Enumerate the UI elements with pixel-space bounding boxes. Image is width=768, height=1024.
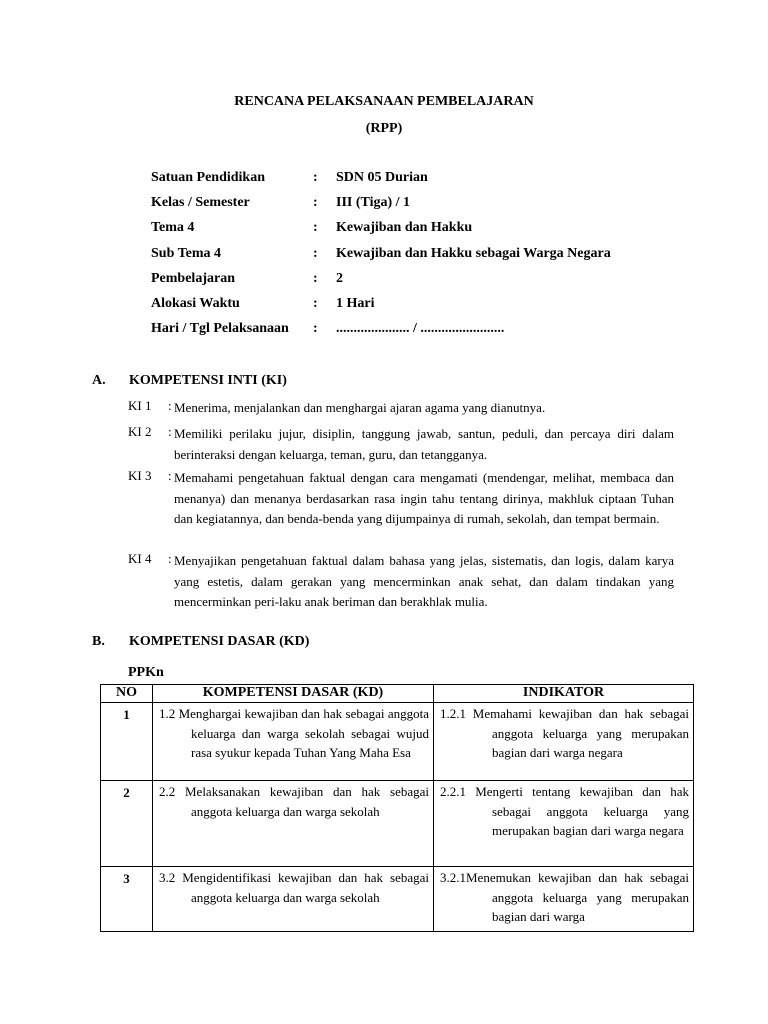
section-title: KOMPETENSI INTI (KI) — [129, 373, 287, 388]
identity-label: Alokasi Waktu — [151, 295, 240, 311]
ki-colon: : — [168, 398, 172, 413]
row-indikator — [434, 781, 694, 867]
indikator-text: 3.2.1Menemukan kewajiban dan hak sebagai anggota keluarga yang merupakan bagian dari warga — [440, 870, 689, 924]
ki-text: Menerima, menjalankan dan menghargai ajaran agama yang dianutnya. — [174, 400, 546, 415]
ki-code: KI 3 — [128, 468, 152, 483]
table-header-row — [101, 685, 694, 703]
subject-label: PPKn — [128, 665, 164, 680]
row-indikator — [434, 867, 694, 932]
ki-code: KI 2 — [128, 424, 152, 439]
ki-code: KI 4 — [128, 551, 152, 566]
identity-value: Kewajiban dan Hakku sebagai Warga Negara — [336, 245, 611, 261]
ki-colon: : — [168, 551, 172, 566]
section-letter: A. — [92, 373, 106, 388]
indikator-text: 1.2.1 Memahami kewajiban dan hak sebagai anggota keluarga yang merupakan bagian dari warga negara — [440, 706, 689, 760]
ki-item-2 — [128, 424, 674, 465]
table-row — [101, 867, 694, 932]
identity-colon: : — [313, 321, 318, 337]
row-number: 2 — [101, 781, 153, 867]
row-kd — [153, 781, 434, 867]
section-letter: B. — [92, 634, 105, 649]
identity-label: Pembelajaran — [151, 270, 235, 286]
document-subtitle: (RPP) — [365, 121, 403, 136]
ki-code: KI 1 — [128, 398, 152, 413]
identity-value: Kewajiban dan Hakku — [336, 220, 473, 236]
identity-colon: : — [313, 220, 318, 236]
identity-colon: : — [313, 245, 318, 261]
ki-item-4 — [128, 551, 674, 613]
ki-colon: : — [168, 424, 172, 439]
identity-colon: : — [313, 170, 318, 185]
header-indikator: INDIKATOR — [434, 685, 694, 703]
row-indikator — [434, 703, 694, 781]
row-number: 3 — [101, 867, 153, 932]
ki-text: Memiliki perilaku jujur, disiplin, tanggung jawab, santun, peduli, dan percaya diri dalam berinteraksi dengan keluarga, teman, guru, dan tetangganya. — [174, 426, 674, 462]
identity-label: Sub Tema 4 — [151, 245, 222, 261]
row-number: 1 — [101, 703, 153, 781]
row-kd — [153, 703, 434, 781]
identity-label: Hari / Tgl Pelaksanaan — [151, 321, 289, 337]
kd-table — [100, 684, 694, 932]
header-kd: KOMPETENSI DASAR (KD) — [153, 685, 434, 703]
identity-value: III (Tiga) / 1 — [336, 195, 411, 211]
identity-colon: : — [313, 295, 318, 311]
identity-value: 2 — [336, 270, 343, 286]
ki-text: Memahami pengetahuan faktual dengan cara mengamati (mendengar, melihat, membaca dan menanya) dan menanya berdasarkan rasa ingin tahu tentang dirinya, makhluk ciptaan Tuhan dan kegiatannya, dan benda-benda yang dijumpainya di rumah, sekolah, dan tempat bermain. — [174, 470, 674, 526]
table-row — [101, 781, 694, 867]
identity-value: ..................... / ........................ — [336, 321, 505, 337]
kd-text: 3.2 Mengidentifikasi kewajiban dan hak sebagai anggota keluarga dan warga sekolah — [159, 870, 429, 905]
ki-item-3 — [128, 468, 674, 530]
section-title: KOMPETENSI DASAR (KD) — [129, 634, 310, 649]
row-kd — [153, 867, 434, 932]
identity-label: Kelas / Semester — [151, 195, 250, 211]
identity-label: Tema 4 — [151, 220, 195, 236]
header-no: NO — [101, 685, 153, 703]
table-row — [101, 703, 694, 781]
identity-value: SDN 05 Durian — [336, 170, 428, 185]
ki-colon: : — [168, 468, 172, 483]
document-title: RENCANA PELAKSANAAN PEMBELAJARAN — [234, 94, 534, 109]
kd-text: 1.2 Menghargai kewajiban dan hak sebagai anggota keluarga dan warga sekolah sebagai wujud rasa syukur kepada Tuhan Yang Maha Esa — [159, 706, 429, 760]
kd-text: 2.2 Melaksanakan kewajiban dan hak sebagai anggota keluarga dan warga sekolah — [159, 784, 429, 819]
indikator-text: 2.2.1 Mengerti tentang kewajiban dan hak sebagai anggota keluarga yang merupakan bagian dari warga negara — [440, 784, 689, 838]
identity-colon: : — [313, 195, 318, 211]
ki-text: Menyajikan pengetahuan faktual dalam bahasa yang jelas, sistematis, dan logis, dalam karya yang estetis, dalam gerakan yang mencerminkan anak sehat, dan dalam tindakan yang mencerminkan peri-laku anak beriman dan berakhlak mulia. — [174, 553, 674, 609]
identity-label: Satuan Pendidikan — [151, 170, 265, 185]
identity-colon: : — [313, 270, 318, 286]
ki-item-1 — [128, 398, 674, 419]
identity-value: 1 Hari — [336, 295, 375, 311]
